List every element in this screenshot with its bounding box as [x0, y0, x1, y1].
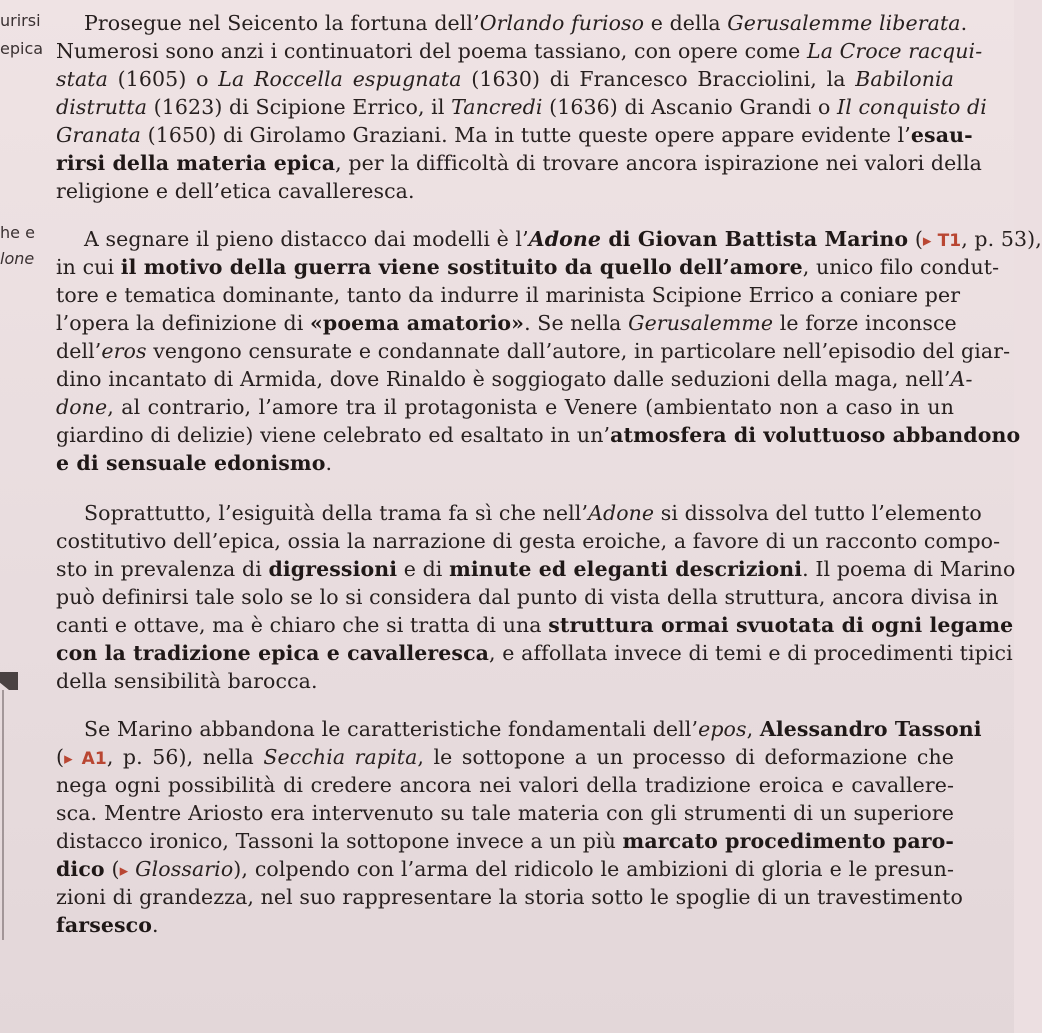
- ref-link-glossario[interactable]: ▸: [119, 861, 129, 881]
- margin-note-4: lone: [0, 249, 35, 268]
- margin-note-1: urirsi: [0, 11, 41, 30]
- p4-line-5: distacco ironico, Tassoni la sottopone invece a un più marcato procedimento paro-: [56, 829, 954, 853]
- p2-line-4: l’opera la definizione di «poema amatorio». Se nella Gerusalemme le forze inconsce: [56, 311, 957, 335]
- p3-line-7: della sensibilità barocca.: [56, 669, 318, 693]
- p3-line-3: sto in prevalenza di digressioni e di minute ed eleganti descrizioni. Il poema di Marino: [56, 557, 1016, 581]
- p2-line-2: in cui il motivo della guerra viene sostituito da quello dell’amore, unico filo condut-: [56, 255, 1000, 279]
- margin-note-3: he e: [0, 223, 35, 242]
- p2-line-5: dell’eros vengono censurate e condannate dall’autore, in particolare nell’episodio del giar-: [56, 339, 1011, 363]
- p1-line-5: Granata (1650) di Girolamo Graziani. Ma in tutte queste opere appare evidente l’esau-: [56, 123, 973, 147]
- p4-line-7: zioni di grandezza, nel suo rappresentare la storia sotto le spoglie di un travestimento: [56, 885, 963, 909]
- p3-line-4: può definirsi tale solo se lo si considera dal punto di vista della struttura, ancora divisa in: [56, 585, 999, 609]
- p4-line-3: nega ogni possibilità di credere ancora nei valori della tradizione eroica e cavallere-: [56, 773, 954, 797]
- p2-line-9: e di sensuale edonismo.: [56, 451, 333, 475]
- ref-link-t1[interactable]: ▸ T1: [922, 231, 962, 251]
- ref-link-a1[interactable]: ▸ A1: [64, 749, 107, 769]
- p4-line-8: farsesco.: [56, 913, 159, 937]
- p1-line-1: Prosegue nel Seicento la fortuna dell’Orlando furioso e della Gerusalemme liberata.: [84, 11, 968, 35]
- p2-line-8: giardino di delizie) viene celebrato ed esaltato in un’atmosfera di voluttuoso abbandono: [56, 423, 1021, 447]
- p1-line-2: Numerosi sono anzi i continuatori del poema tassiano, con opere come La Croce racqui-: [56, 39, 983, 63]
- side-rule: [2, 690, 4, 940]
- p2-line-3: tore e tematica dominante, tanto da indurre il marinista Scipione Errico a coniare per: [56, 283, 961, 307]
- p2-line-1: A segnare il pieno distacco dai modelli è l’Adone di Giovan Battista Marino (▸ T1, p. 53),: [84, 227, 1042, 251]
- p4-line-4: sca. Mentre Ariosto era intervenuto su tale materia con gli strumenti di un superiore: [56, 801, 954, 825]
- p4-line-1: Se Marino abbandona le caratteristiche fondamentali dell’epos, Alessandro Tassoni: [84, 717, 982, 741]
- section-marker-icon: [0, 672, 18, 690]
- p3-line-6: con la tradizione epica e cavalleresca, e affollata invece di temi e di procedimenti tipici: [56, 641, 1013, 665]
- p4-line-2: (▸ A1, p. 56), nella Secchia rapita, le sottopone a un processo di deformazione che: [56, 745, 954, 769]
- p3-line-2: costitutivo dell’epica, ossia la narrazione di gesta eroiche, a favore di un racconto compo-: [56, 529, 1001, 553]
- p1-line-3: stata (1605) o La Roccella espugnata (1630) di Francesco Bracciolini, la Babilonia: [56, 67, 954, 91]
- p3-line-5: canti e ottave, ma è chiaro che si tratta di una struttura ormai svuotata di ogni legame: [56, 613, 1014, 637]
- p4-line-6: dico (▸ Glossario), colpendo con l’arma del ridicolo le ambizioni di gloria e le presun-: [56, 857, 955, 881]
- p1-line-4: distrutta (1623) di Scipione Errico, il Tancredi (1636) di Ascanio Grandi o Il conquisto di: [56, 95, 987, 119]
- p2-line-7: done, al contrario, l’amore tra il protagonista e Venere (ambientato non a caso in un: [56, 395, 954, 419]
- p3-line-1: Soprattutto, l’esiguità della trama fa sì che nell’Adone si dissolva del tutto l’elemento: [84, 501, 982, 525]
- p1-line-7: religione e dell’etica cavalleresca.: [56, 179, 415, 203]
- p2-line-6: dino incantato di Armida, dove Rinaldo è soggiogato dalle seduzioni della maga, nell’A-: [56, 367, 973, 391]
- p1-line-6: rirsi della materia epica, per la difficoltà di trovare ancora ispirazione nei valori della: [56, 151, 982, 175]
- margin-note-2: epica: [0, 39, 44, 58]
